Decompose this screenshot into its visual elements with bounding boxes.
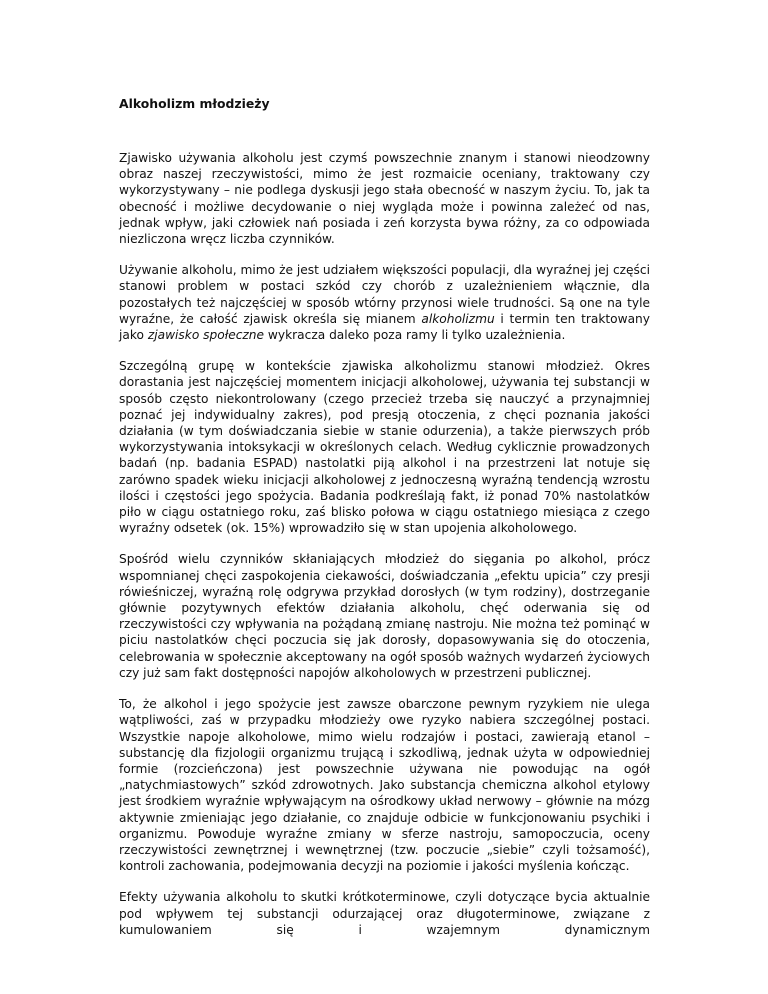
paragraph-2-emphasis-zjawisko-spoleczne: zjawisko społeczne — [147, 328, 265, 343]
paragraph-6: Efekty używania alkoholu to skutki krótkoterminowe, czyli dotyczące bycia aktualnie pod wpływem tej substancji odurzającej oraz długoterminowe, związane z kumulowaniem się i wzajemnym dynamicznym — [119, 890, 650, 937]
paragraph-2-text-3: wykracza daleko poza ramy li tylko uzależnienia. — [264, 328, 566, 343]
document-title: Alkoholizm młodzieży — [119, 96, 270, 111]
paragraph-5: To, że alkohol i jego spożycie jest zawsze obarczone pewnym ryzykiem nie ulega wątpliwości, zaś w przypadku młodzieży owe ryzyko nabiera szczególnej postaci. Wszystkie napoje alkoholowe, mimo wielu rodzajów i postaci, zawierają etanol – substancję dla fizjologii organizmu trującą i szkodliwą, jednak użyta w odpowiedniej formie (rozcieńczona) jest powszechnie używana nie powodując na ogół „natychmiastowych” szkód zdrowotnych. Jako substancja chemiczna alkohol etylowy jest środkiem wyraźnie wpływającym na ośrodkowy układ nerwowy – głównie na mózg aktywnie zmieniając jego działanie, co znajduje odbicie w funkcjonowaniu psychiki i organizmu. Powoduje wyraźne zmiany w sferze nastroju, samopoczucia, oceny rzeczywistości zewnętrznej i wewnętrznej (tzw. poczucie „siebie” czyli tożsamość), kontroli zachowania, podejmowania decyzji na poziomie i jakości myślenia kończąc. — [119, 697, 650, 874]
paragraph-4: Spośród wielu czynników skłaniających młodzież do sięgania po alkohol, prócz wspomnianej chęci zaspokojenia ciekawości, doświadczania „efektu upicia” czy presji rówieśniczej, wyraźną rolę odgrywa przykład dorosłych (w tym rodziny), dostrzeganie głównie pozytywnych efektów działania alkoholu, chęć oderwania się od rzeczywistości czy wpływania na pożądaną zmianę nastroju. Nie można też pominąć w piciu nastolatków chęci poczucia się jak dorosły, dopasowywania się do otoczenia, celebrowania w społecznie akceptowany na ogół sposób ważnych wydarzeń życiowych czy już sam fakt dostępności napojów alkoholowych w przestrzeni publicznej. — [119, 552, 650, 680]
paragraph-3: Szczególną grupę w kontekście zjawiska alkoholizmu stanowi młodzież. Okres dorastania jest najczęściej momentem inicjacji alkoholowej, używania tej substancji w sposób często niekontrolowany (czego przecież trzeba się nauczyć a przynajmniej poznać jej indywidualny zakres), pod presją otoczenia, z chęci poznania jakości działania (w tym doświadczania siebie w stanie odurzenia), a także pierwszych prób wykorzystywania intoksykacji w określonych celach. Według cyklicznie prowadzonych badań (np. badania ESPAD) nastolatki piją alkohol i na przestrzeni lat notuje się zarówno spadek wieku inicjacji alkoholowej z jednoczesną wyraźną tendencją wzrostu ilości i częstości jego spożycia. Badania podkreślają fakt, iż ponad 70% nastolatków piło w ciągu ostatniego roku, zaś blisko połowa w ciągu ostatniego miesiąca z czego wyraźny odsetek (ok. 15%) wprowadziło się w stan upojenia alkoholowego. — [119, 359, 650, 536]
paragraph-2-text-1: Używanie alkoholu, mimo że jest udziałem większości populacji, dla wyraźnej jej części stanowi problem w postaci szkód czy chorób z uzależnieniem włącznie, dla pozostałych też najczęściej w sposób wtórny przynosi wiele trudności. Są one na tyle wyraźne, że całość zjawisk określa się mianem — [119, 263, 650, 326]
paragraph-2-emphasis-alkoholizmu: alkoholizmu — [421, 311, 495, 326]
paragraph-2-text-2: i termin ten traktowany jako — [119, 311, 650, 343]
document-body — [119, 150, 650, 953]
paragraph-2 — [119, 262, 650, 343]
paragraph-1: Zjawisko używania alkoholu jest czymś powszechnie znanym i stanowi nieodzowny obraz naszej rzeczywistości, mimo że jest rozmaicie oceniany, traktowany czy wykorzystywany – nie podlega dyskusji jego stała obecność w naszym życiu. To, jak ta obecność i możliwe decydowanie o niej wygląda może i powinna zależeć od nas, jednak wpływ, jaki człowiek nań posiada i zeń korzysta bywa różny, za co odpowiada niezliczona wręcz liczba czynników. — [119, 151, 650, 247]
